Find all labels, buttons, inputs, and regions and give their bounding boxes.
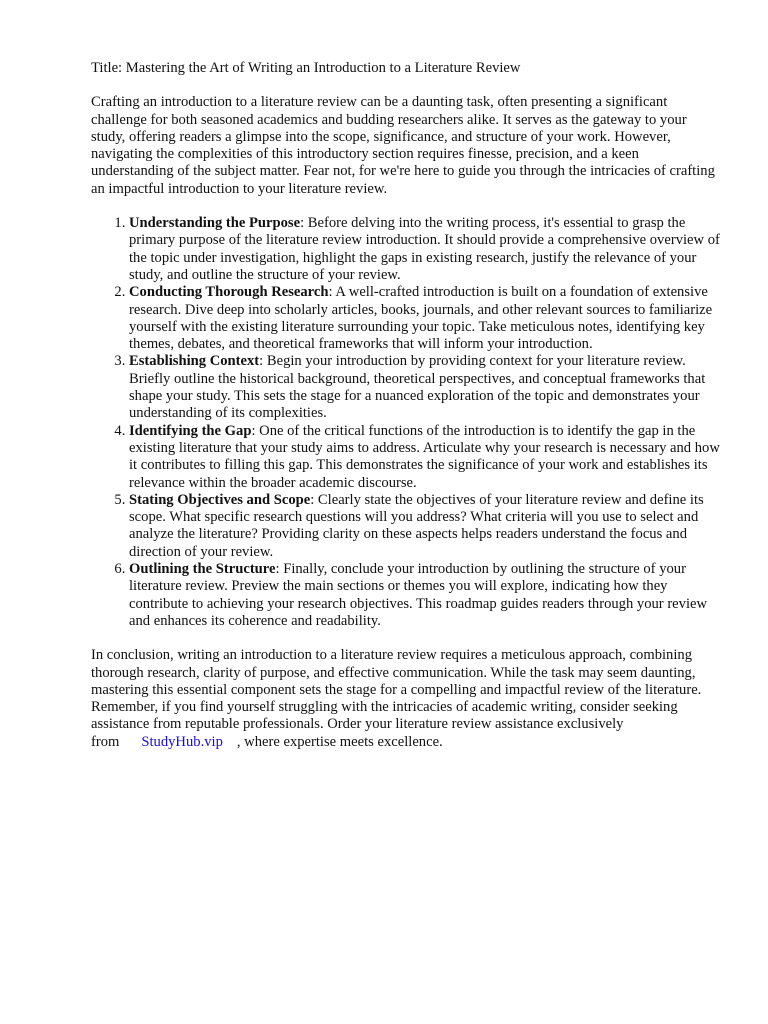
- list-item: [129, 284, 723, 353]
- document-page: [91, 60, 723, 768]
- list-item: [129, 492, 723, 561]
- list-item: [129, 215, 723, 284]
- studyhub-link[interactable]: StudyHub.vip: [141, 733, 223, 750]
- step-text: : Finally, conclude your introduction by outlining the structure of your literature review. Preview the main sections or themes you will explore, indicating how they contribute to achieving your research objectives. This roadmap guides readers through your review and enhances its coherence and readability.: [129, 561, 708, 629]
- step-term: Understanding the Purpose: [129, 215, 301, 232]
- step-text: : Begin your introduction by providing context for your literature review. Briefly outline the historical background, theoretical perspectives, and conceptual frameworks that shape your study. This sets the stage for a nuanced exploration of the topic and demonstrates your understanding of its complexities.: [129, 353, 706, 422]
- conclusion-text: In conclusion, writing an introduction to a literature review requires a meticulous approach, combining thorough research, clarity of purpose, and effective communication. While the task may seem daunting, mastering this essential component sets the stage for a compelling and impactful review of the literature. Remember, if you find yourself struggling with the intricacies of academic writing, consider seeking assistance from reputable professionals. Order your literature review assistance exclusively from: [91, 647, 702, 750]
- step-text: : A well-crafted introduction is built on a foundation of extensive research. Dive deep into scholarly articles, books, journals, and other relevant sources to familiarize yourself with the existing literature surrounding your topic. Take meticulous notes, identifying key themes, debates, and theoretical frameworks that will inform your introduction.: [129, 284, 713, 353]
- list-item: [129, 353, 723, 422]
- list-item: [129, 423, 723, 492]
- step-term: Stating Objectives and Scope: [129, 491, 311, 508]
- step-term: Establishing Context: [129, 353, 260, 370]
- steps-list: [91, 215, 723, 630]
- step-text: : Before delving into the writing process, it's essential to grasp the primary purpose of the literature review introduction. It should provide a comprehensive overview of the topic under investigation, highlight the gaps in existing research, justify the relevance of your study, and outline the structure of your review.: [129, 215, 720, 283]
- intro-paragraph: Crafting an introduction to a literature review can be a daunting task, often presenting a significant challenge for both seasoned academics and budding researchers alike. It serves as the gateway to your study, offering readers a glimpse into the scope, significance, and structure of your work. However, navigating the complexities of this introductory section requires finesse, precision, and a keen understanding of the subject matter. Fear not, for we're here to guide you through the intricacies of crafting an impactful introduction to your literature review.: [91, 94, 715, 197]
- document-title: Title: Mastering the Art of Writing an Introduction to a Literature Review: [91, 60, 521, 76]
- list-item: [129, 561, 723, 630]
- step-term: Conducting Thorough Research: [129, 284, 329, 301]
- step-text: : Clearly state the objectives of your literature review and define its scope. What specific research questions will you address? What criteria will you use to select and analyze the literature? Providing clarity on these aspects helps readers understand the focus and direction of your review.: [129, 491, 704, 560]
- step-term: Identifying the Gap: [129, 422, 252, 439]
- step-text: : One of the critical functions of the introduction is to identify the gap in the existing literature that your study aims to address. Articulate why your research is necessary and how it contributes to filling this gap. This demonstrates the significance of your work and establishes its relevance within the broader academic discourse.: [129, 422, 720, 491]
- conclusion-paragraph: [91, 647, 723, 751]
- conclusion-end-text: , where expertise meets excellence.: [236, 733, 443, 750]
- step-term: Outlining the Structure: [129, 561, 276, 578]
